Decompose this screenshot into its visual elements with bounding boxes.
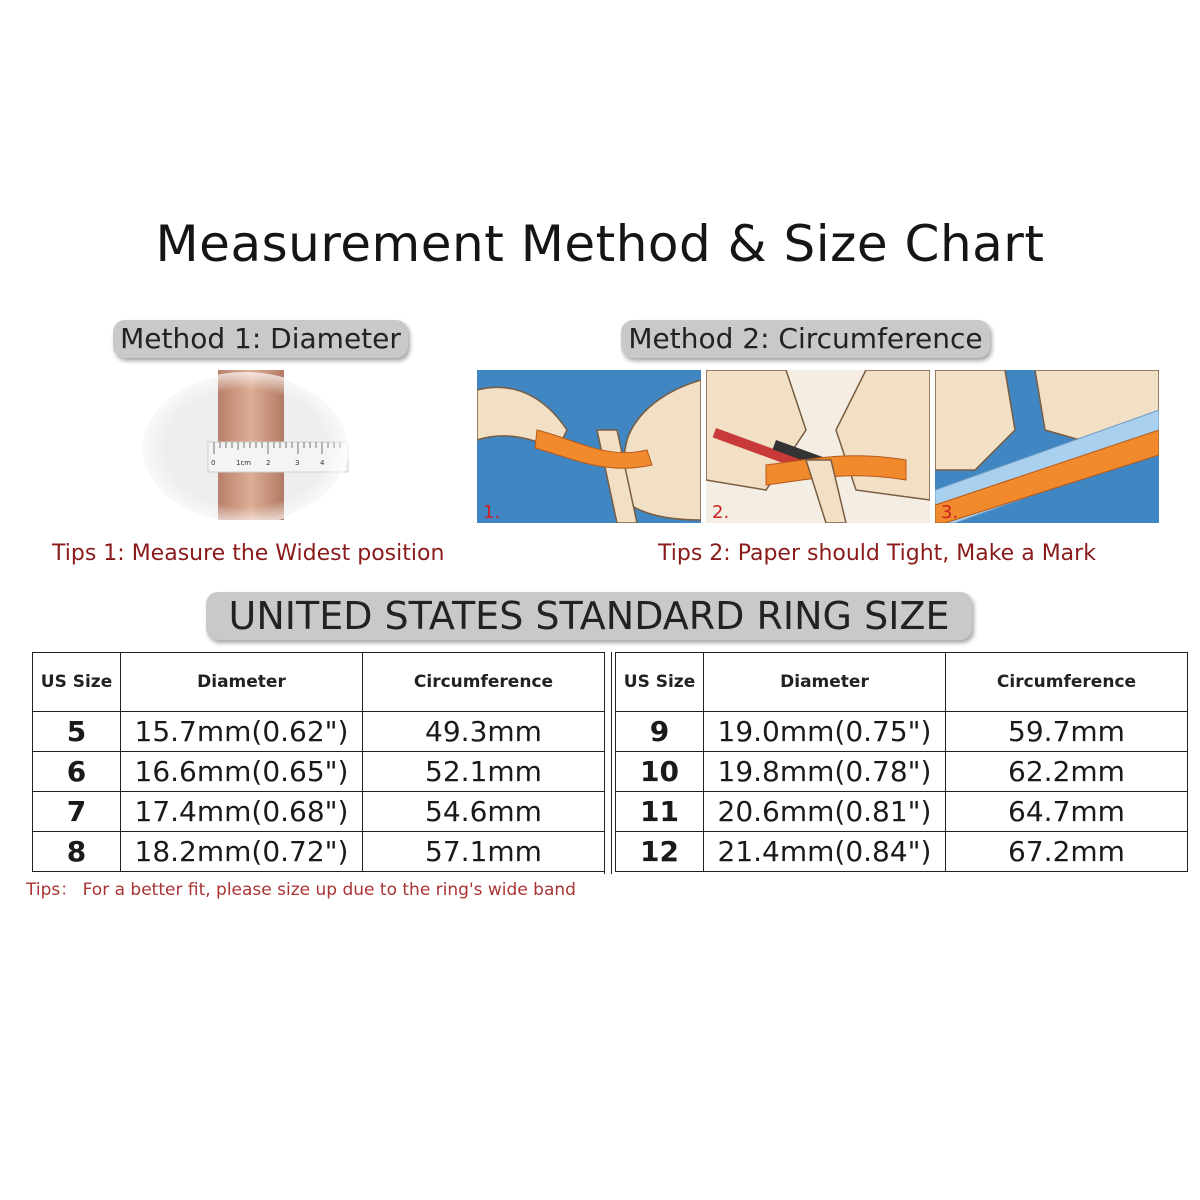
ring-size-table-right <box>615 652 1188 872</box>
header-diameter: Diameter <box>704 653 946 712</box>
size-cell: 7 <box>33 792 121 832</box>
circumference-cell: 62.2mm <box>946 752 1188 792</box>
table-row <box>33 752 605 792</box>
page-title: Measurement Method & Size Chart <box>155 215 1045 273</box>
step-1-number: 1. <box>483 502 501 523</box>
method-2-step-3-illustration <box>935 370 1159 523</box>
size-cell: 10 <box>616 752 704 792</box>
method-1-label: Method 1: Diameter <box>113 320 408 358</box>
table-row <box>616 752 1188 792</box>
tip-2-text: Tips 2: Paper should Tight, Make a Mark <box>658 541 1096 566</box>
diameter-cell: 16.6mm(0.65") <box>121 752 363 792</box>
size-cell: 11 <box>616 792 704 832</box>
step-2-number: 2. <box>712 502 730 523</box>
header-us-size: US Size <box>33 653 121 712</box>
table-row <box>33 832 605 872</box>
step-3-number: 3. <box>941 502 959 523</box>
diameter-cell: 19.8mm(0.78") <box>704 752 946 792</box>
circumference-cell: 64.7mm <box>946 792 1188 832</box>
diameter-cell: 17.4mm(0.68") <box>121 792 363 832</box>
size-cell: 5 <box>33 712 121 752</box>
circumference-cell: 54.6mm <box>363 792 605 832</box>
circumference-cell: 59.7mm <box>946 712 1188 752</box>
size-cell: 12 <box>616 832 704 872</box>
table-row <box>33 712 605 752</box>
diameter-cell: 19.0mm(0.75") <box>704 712 946 752</box>
diameter-cell: 18.2mm(0.72") <box>121 832 363 872</box>
tip-1-text: Tips 1: Measure the Widest position <box>52 541 445 566</box>
circumference-cell: 57.1mm <box>363 832 605 872</box>
section-title: UNITED STATES STANDARD RING SIZE <box>206 592 972 640</box>
table-row <box>616 792 1188 832</box>
header-us-size: US Size <box>616 653 704 712</box>
circumference-cell: 49.3mm <box>363 712 605 752</box>
diameter-cell: 20.6mm(0.81") <box>704 792 946 832</box>
method-2-label: Method 2: Circumference <box>621 320 990 358</box>
header-diameter: Diameter <box>121 653 363 712</box>
method-2-step-1-illustration <box>477 370 701 523</box>
table-row <box>616 832 1188 872</box>
circumference-cell: 52.1mm <box>363 752 605 792</box>
diameter-cell: 15.7mm(0.62") <box>121 712 363 752</box>
circumference-cell: 67.2mm <box>946 832 1188 872</box>
method-2-step-2-illustration <box>706 370 930 523</box>
diameter-cell: 21.4mm(0.84") <box>704 832 946 872</box>
header-circumference: Circumference <box>363 653 605 712</box>
size-cell: 8 <box>33 832 121 872</box>
table-divider <box>604 652 612 874</box>
finger-ruler-photo <box>140 370 350 520</box>
table-row <box>33 792 605 832</box>
size-cell: 9 <box>616 712 704 752</box>
header-circumference: Circumference <box>946 653 1188 712</box>
table-row <box>616 712 1188 752</box>
size-cell: 6 <box>33 752 121 792</box>
ring-size-table-left <box>32 652 605 872</box>
footer-tip: Tips： For a better fit, please size up due to the ring's wide band <box>26 880 576 900</box>
